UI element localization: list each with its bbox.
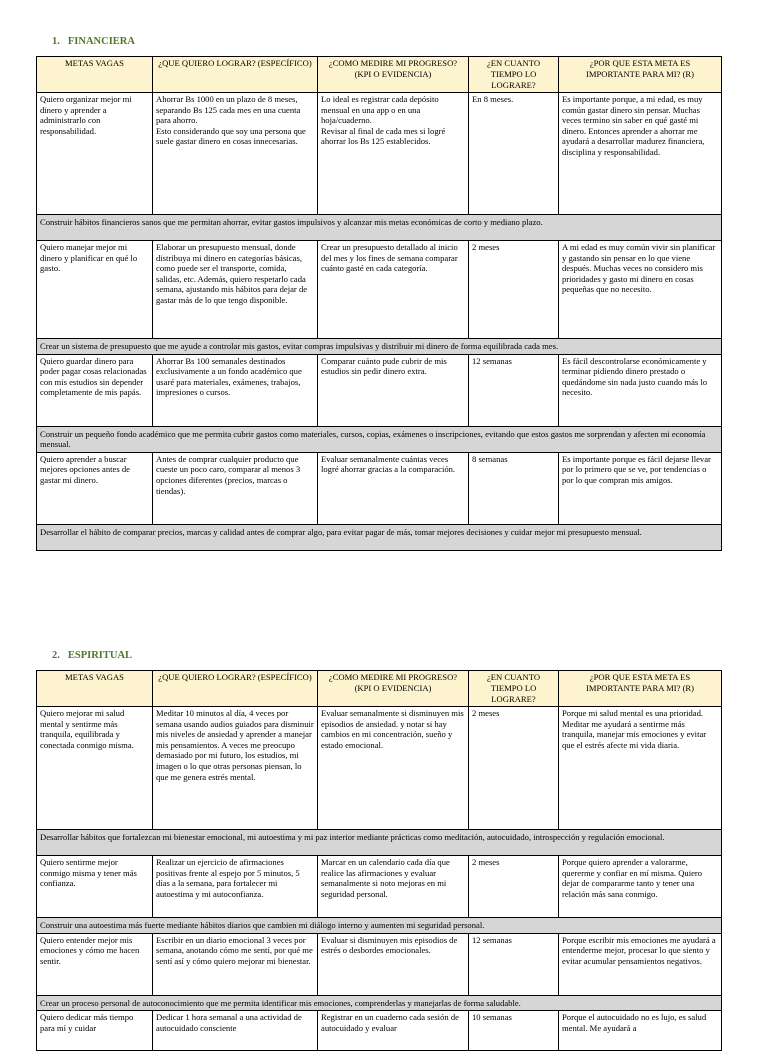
summary-row <box>37 524 722 550</box>
header-que-quiero-lograr: ¿QUE QUIERO LOGRAR? (ESPECÍFICO) <box>153 57 318 93</box>
goal-summary: Construir una autoestima más fuerte mediante hábitos diarios que cambien mi diálogo interno y aumenten mi seguridad personal. <box>37 918 722 934</box>
section-financiera-title <box>52 36 135 47</box>
goal-summary: Desarrollar hábitos que fortalezcan mi bienestar emocional, mi autoestima y mi paz interior mediante prácticas como meditación, autocuidado, introspección y regulación emocional. <box>37 830 722 856</box>
goal-cell: Quiero sentirme mejor conmigo misma y tener más confianza. <box>37 856 153 918</box>
goal-cell: 2 meses <box>469 707 559 830</box>
goal-cell: Evaluar semanalmente cuántas veces logré ahorrar gracias a la comparación. <box>318 452 469 524</box>
section-number: 2. <box>52 650 60 661</box>
goal-cell: Crear un presupuesto detallado al inicio del mes y los fines de semana comparar cuánto gasté en cada categoría. <box>318 241 469 339</box>
section-name: FINANCIERA <box>67 36 135 47</box>
goal-cell: Elaborar un presupuesto mensual, donde distribuya mi dinero en categorías básicas, como puede ser el transporte, comida, salidas, etc. Además, quiero respetarlo cada semana, ajustando mis hábitos para dejar de gastar más de lo que tengo disponible. <box>153 241 318 339</box>
goal-cell: Escribir en un diario emocional 3 veces por semana, anotando cómo me sentí, por qué me sentí así y cómo quiero mejorar mi bienestar. <box>153 933 318 995</box>
header-como-medire: ¿COMO MEDIRE MI PROGRESO? (KPI O EVIDENCIA) <box>318 671 469 707</box>
summary-row <box>37 339 722 355</box>
goal-cell: Porque quiero aprender a valorarme, quererme y confiar en mí misma. Quiero dejar de compararme tanto y tener una relación más sana conmigo. <box>559 856 722 918</box>
header-metas-vagas: METAS VAGAS <box>37 671 153 707</box>
goal-cell: 2 meses <box>469 856 559 918</box>
goal-cell: Evaluar semanalmente si disminuyen mis episodios de ansiedad. y notar si hay cambios en mi concentración, sueño y estado emocional. <box>318 707 469 830</box>
goal-cell: Porque escribir mis emociones me ayudará a entenderme mejor, procesar lo que siento y evitar acumular pensamientos negativos. <box>559 933 722 995</box>
goal-summary: Crear un proceso personal de autoconocimiento que me permita identificar mis emociones, comprenderlas y manejarlas de forma saludable. <box>37 995 722 1011</box>
goal-cell: Ahorrar Bs 1000 en un plazo de 8 meses, separando Bs 125 cada mes en una cuenta para ahorro. Esto considerando que soy una persona que suele gastar dinero en cosas innecesarias. <box>153 93 318 215</box>
goal-cell: En 8 meses. <box>469 93 559 215</box>
summary-row <box>37 215 722 241</box>
goal-cell: Lo ideal es registrar cada depósito mensual en una app o en una hoja/cuaderno. Revisar al final de cada mes si logré ahorrar los Bs 125 establecidos. <box>318 93 469 215</box>
header-por-que-importante: ¿POR QUE ESTA META ES IMPORTANTE PARA MI? (R) <box>559 671 722 707</box>
table-header-row <box>37 671 722 707</box>
header-como-medire: ¿COMO MEDIRE MI PROGRESO? (KPI O EVIDENCIA) <box>318 57 469 93</box>
goal-cell: Quiero organizar mejor mi dinero y aprender a administrarlo con responsabilidad. <box>37 93 153 215</box>
table-row <box>37 707 722 830</box>
section-espiritual-title <box>52 650 132 661</box>
goal-cell: Quiero entender mejor mis emociones y cómo me hacen sentir. <box>37 933 153 995</box>
goal-cell: Meditar 10 minutos al día, 4 veces por semana usando audios guiados para disminuir mis niveles de ansiedad y aprender a manejar mis pensamientos. A veces me preocupo demasiado por mi futuro, los estudios, mi imagen o lo que otras personas piensan, lo que me genera estrés mental. <box>153 707 318 830</box>
goal-cell: Es fácil descontrolarse económicamente y terminar pidiendo dinero prestado o quedándome sin nada justo cuando más lo necesito. <box>559 354 722 426</box>
goal-cell: Quiero aprender a buscar mejores opciones antes de gastar mi dinero. <box>37 452 153 524</box>
table-row <box>37 354 722 426</box>
header-en-cuanto-tiempo: ¿EN CUANTO TIEMPO LO LOGRARE? <box>469 671 559 707</box>
goal-cell: Quiero guardar dinero para poder pagar cosas relacionadas con mis estudios sin depender completamente de mis papás. <box>37 354 153 426</box>
goal-cell: Es importante porque es fácil dejarse llevar por lo primero que se ve, por tendencias o por lo que compran mis amigos. <box>559 452 722 524</box>
goal-cell: Porque el autocuidado no es lujo, es salud mental. Me ayudará a <box>559 1011 722 1051</box>
goal-cell: Comparar cuánto pude cubrir de mis estudios sin pedir dinero extra. <box>318 354 469 426</box>
section-name: ESPIRITUAL <box>67 650 133 661</box>
goal-cell: A mi edad es muy común vivir sin planificar y gastando sin pensar en lo que viene después. Muchas veces no considero mis prioridades y gasto mi dinero en cosas pequeñas que no necesito. <box>559 241 722 339</box>
summary-row <box>37 995 722 1011</box>
table-header-row <box>37 57 722 93</box>
goal-cell: Es importante porque, a mi edad, es muy común gastar dinero sin pensar. Muchas veces termino sin saber en qué gasté mi dinero. Entonces aprender a ahorrar me ayudará a desarrollar madurez financiera, disciplina y responsabilidad. <box>559 93 722 215</box>
goal-cell: Realizar un ejercicio de afirmaciones positivas frente al espejo por 5 minutos, 5 días a la semana, para fortalecer mi autoestima y mi autoconfianza. <box>153 856 318 918</box>
table-row <box>37 856 722 918</box>
goal-cell: Quiero mejorar mi salud mental y sentirme más tranquila, equilibrada y conectada conmigo misma. <box>37 707 153 830</box>
goal-cell: 12 semanas <box>469 354 559 426</box>
header-que-quiero-lograr: ¿QUE QUIERO LOGRAR? (ESPECÍFICO) <box>153 671 318 707</box>
goal-cell: 8 semanas <box>469 452 559 524</box>
goal-cell: Ahorrar Bs 100 semanales destinados exclusivamente a un fondo académico que usaré para materiales, exámenes, trabajos, impresiones o cursos. <box>153 354 318 426</box>
table-row <box>37 241 722 339</box>
goal-cell: Marcar en un calendario cada día que realice las afirmaciones y evaluar semanalmente si noto mejoras en mi seguridad personal. <box>318 856 469 918</box>
table-row <box>37 933 722 995</box>
goal-cell: Porque mi salud mental es una prioridad. Meditar me ayudará a sentirme más tranquila, manejar mis emociones y evitar que el estrés afecte mi vida diaria. <box>559 707 722 830</box>
spiritual-goals-table <box>36 670 722 1051</box>
table-row <box>37 1011 722 1051</box>
financial-goals-table <box>36 56 722 551</box>
header-por-que-importante: ¿POR QUE ESTA META ES IMPORTANTE PARA MI? (R) <box>559 57 722 93</box>
goal-cell: 2 meses <box>469 241 559 339</box>
goal-cell: Quiero dedicar más tiempo para mí y cuidar <box>37 1011 153 1051</box>
goal-cell: Registrar en un cuaderno cada sesión de autocuidado y evaluar <box>318 1011 469 1051</box>
goal-cell: Antes de comprar cualquier producto que cueste un poco caro, comparar al menos 3 opciones diferentes (precios, marcas o tiendas). <box>153 452 318 524</box>
table-row <box>37 93 722 215</box>
header-metas-vagas: METAS VAGAS <box>37 57 153 93</box>
goal-summary: Construir hábitos financieros sanos que me permitan ahorrar, evitar gastos impulsivos y alcanzar mis metas económicas de corto y mediano plazo. <box>37 215 722 241</box>
goal-summary: Crear un sistema de presupuesto que me ayude a controlar mis gastos, evitar compras impulsivas y distribuir mi dinero de forma equilibrada cada mes. <box>37 339 722 355</box>
goal-cell: 10 semanas <box>469 1011 559 1051</box>
goal-cell: Dedicar 1 hora semanal a una actividad de autocuidado consciente <box>153 1011 318 1051</box>
goal-summary: Construir un pequeño fondo académico que me permita cubrir gastos como materiales, cursos, copias, exámenes o inscripciones, evitando que estos gastos me sorprendan y afecten mi economía mensual. <box>37 426 722 452</box>
header-en-cuanto-tiempo: ¿EN CUANTO TIEMPO LO LOGRARE? <box>469 57 559 93</box>
goal-cell: Evaluar si disminuyen mis episodios de estrés o desbordes emocionales. <box>318 933 469 995</box>
goal-cell: 12 semanas <box>469 933 559 995</box>
summary-row <box>37 918 722 934</box>
section-number: 1. <box>52 36 60 47</box>
summary-row <box>37 830 722 856</box>
table-row <box>37 452 722 524</box>
goal-summary: Desarrollar el hábito de comparar precios, marcas y calidad antes de comprar algo, para evitar pagar de más, tomar mejores decisiones y cuidar mejor mi presupuesto mensual. <box>37 524 722 550</box>
goal-cell: Quiero manejar mejor mi dinero y planificar en qué lo gasto. <box>37 241 153 339</box>
summary-row <box>37 426 722 452</box>
